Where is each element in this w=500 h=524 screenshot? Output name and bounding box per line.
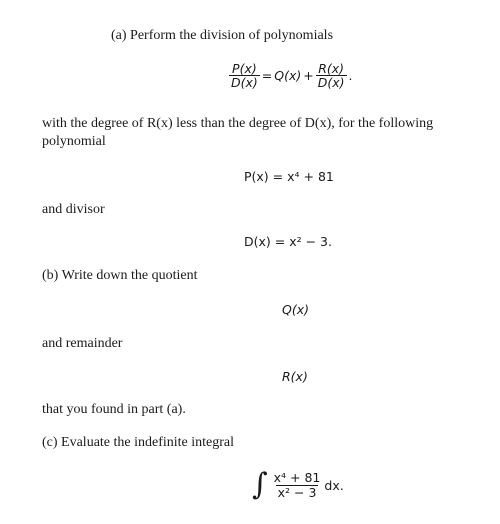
lhs-fraction	[229, 62, 260, 89]
part-a-intro: (a) Perform the division of polynomials	[111, 28, 334, 43]
equals-sign: =	[261, 68, 273, 84]
integral-sign-icon: ∫	[252, 467, 268, 502]
integral-expression	[252, 467, 344, 502]
equation-end-period: .	[348, 68, 353, 84]
integrand-fraction	[272, 471, 323, 498]
quotient-term: Q(x)	[274, 68, 302, 84]
condition-line-2: polynomial	[42, 134, 106, 149]
part-b-found-text: that you found in part (a).	[42, 402, 186, 417]
polynomial-p: P(x) = x⁴ + 81	[244, 169, 334, 184]
remainder-label: and remainder	[42, 336, 123, 351]
part-c-label: (c) Evaluate the indefinite integral	[42, 435, 235, 450]
condition-line-1: with the degree of R(x) less than the degree of D(x), for the following	[42, 116, 434, 131]
rhs-denominator: D(x)	[317, 75, 345, 91]
integrand-denominator: x² − 3	[277, 484, 317, 500]
division-equation	[229, 62, 353, 89]
integrand-numerator: x⁴ + 81	[273, 470, 321, 486]
rhs-numerator: R(x)	[318, 61, 345, 76]
divisor-d: D(x) = x² − 3.	[244, 234, 332, 249]
divisor-label: and divisor	[42, 202, 105, 217]
remainder-r: R(x)	[282, 369, 308, 384]
integral-differential: dx.	[324, 477, 344, 493]
lhs-numerator: P(x)	[232, 61, 257, 76]
lhs-denominator: D(x)	[231, 75, 258, 91]
plus-sign: +	[303, 68, 314, 84]
quotient-q: Q(x)	[282, 302, 309, 317]
rhs-fraction	[316, 62, 347, 89]
part-b-quotient-label: (b) Write down the quotient	[42, 268, 198, 283]
